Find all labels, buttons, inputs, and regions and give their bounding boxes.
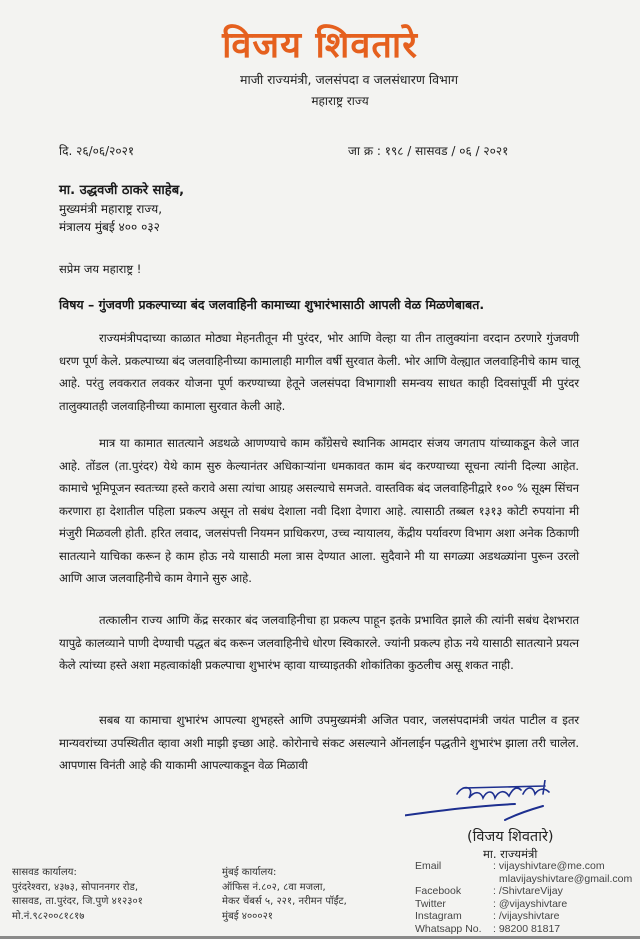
sasvad-office-line: पुरंदरेश्वरा, ४३७३, सोपाननगर रोड, (12, 881, 139, 893)
whatsapp-number: : 98200 81817 (493, 922, 561, 935)
email-primary: : vijayshivtare@me.com (493, 860, 605, 872)
mumbai-office-address (222, 866, 347, 924)
email-secondary: mlavijayshivtare@gmail.com (499, 872, 633, 885)
handwritten-signature-icon (405, 780, 625, 830)
sasvad-office-heading: सासवड कार्यालय: (12, 867, 77, 878)
sasvad-office-address (12, 866, 143, 924)
facebook-handle: : /ShivtareVijay (493, 885, 563, 897)
body-paragraph: राज्यमंत्रीपदाच्या काळात मोठ्या मेहनतीतून मी पुरंदर, भोर आणि वेल्हा या तीन तालुक्यांना वरदान ठरणारे गुंजवणी धरण पूर्ण केले. प्रकल्पाच्या बंद जलवाहिनीच्या कामालाही मागील वर्षी सुरवात केली. भोर आणि वेल्ह्यात जलवाहिनीचे काम चालू आहे. परंतु लवकरात लवकर योजना पूर्ण करण्याच्या हेतूने जलसंपदा विभागाशी समन्वय साधत काही दिवसांपूर्वी मी पुरंदर तालुक्यातही जलवाहिनीच्या कामाला सुरवात केली आहे. (59, 331, 579, 413)
body-paragraph: सबब या कामाचा शुभारंभ आपल्या शुभहस्ते आणि उपमुख्यमंत्री अजित पवार, जलसंपदामंत्री जयंत पाटील व इतर मान्यवरांच्या उपस्थितीत व्हावा अशी माझी इच्छा आहे. कोरोनाचे संकट असल्याने ऑनलाईन पद्धतीने शुभारंभ झाला तरी चालेल. आपणास विनंती आहे की याकामी आपल्याकडून वेळ मिळावी (59, 713, 579, 772)
instagram-handle: : /vijayshivtare (493, 910, 560, 922)
letterhead-name: विजय शिवतारे (222, 25, 418, 66)
body-paragraph: मात्र या कामात सातत्याने अडथळे आणण्याचे काम कॉंग्रेसचे स्थानिक आमदार संजय जगताप यांच्याकडून केले जात आहे. तोंडल (ता.पुरंदर) येथे काम सुरु केल्यानंतर अधिकाऱ्यांना धमकावत काम बंद करण्याच्या सूचना त्यांनी दिल्या आहेत. कामाचे भूमिपूजन स्वतःच्या हस्ते करावे असा त्यांचा आग्रह असल्याचे समजते. वास्तविक बंद जलवाहिनीद्वारे १०० % सूक्ष्म सिंचन करणारा हा देशातील पहिला प्रकल्प असून तो सबंध देशाला नवी दिशा देणारा आहे. त्यासाठी तब्बल १३१३ कोटी रुपयांना मी मंजुरी मिळवली होती. हरित लवाद, जलसंपत्ती नियमन प्राधिकरण, उच्च न्यायालय, केंद्रीय पर्यावरण विभाग अशा अनेक ठिकाणी सातत्याने याचिका करून हे काम होऊ नये यासाठी मला त्रास देण्यात आला. सुदैवाने मी या सगळ्या अडथळ्यांना पुरून उरलो आणि आज जलवाहिनीचे काम वेगाने सुरु आहे. (59, 436, 579, 585)
letter-date: दि. २६/०६/२०२१ (59, 144, 135, 158)
recipient-block (59, 182, 184, 236)
subject-line: विषय – गुंजवणी प्रकल्पाच्या बंद जलवाहिनी कामाच्या शुभारंभासाठी आपली वेळ मिळणेबाबत. (59, 297, 485, 312)
mumbai-office-line: मेकर चेंबर्स ५, २२१, नरीमन पॉईंट, (222, 896, 347, 907)
instagram-label: Instagram (415, 910, 462, 922)
whatsapp-label: Whatsapp No. (415, 922, 482, 935)
greeting: सप्रेम जय महाराष्ट्र ! (59, 262, 142, 276)
letterhead-footer (0, 860, 640, 939)
reference-number: जा क्र : १९८ / सासवड / ०६ / २०२१ (348, 144, 509, 158)
sasvad-office-line: सासवड, ता.पुरंदर, जि.पुणे ४१२३०१ (12, 896, 143, 907)
facebook-label: Facebook (415, 885, 462, 897)
mumbai-office-line: ऑफिस नं.८०२, ८वा मजला, (222, 881, 326, 893)
sasvad-office-phone: मो.नं.९८२००८१८१७ (12, 910, 85, 922)
twitter-handle: : @vijayshivtare (493, 897, 568, 910)
mumbai-office-heading: मुंबई कार्यालय: (222, 867, 277, 878)
recipient-title: मुख्यमंत्री महाराष्ट्र राज्य, (59, 202, 163, 216)
letterhead-state: महाराष्ट्र राज्य (311, 94, 369, 108)
contact-details (415, 860, 632, 935)
email-label: Email (415, 860, 442, 872)
mumbai-office-line: मुंबई ४०००२१ (222, 910, 273, 922)
body-paragraph: तत्कालीन राज्य आणि केंद्र सरकार बंद जलवाहिनीचा हा प्रकल्प पाहून इतके प्रभावित झाले की त्यांनी सबंध देशभरात यापुढे कालव्याने पाणी देण्याची पद्धत बंद करून जलवाहिनीचे धोरण स्विकारले. ज्यांनी प्रकल्प होऊ नये यासाठी सातत्याने प्रयत्न केले त्यांच्या हस्ते अशा महत्वाकांक्षी प्रकल्पाचा शुभारंभ व्हावा याच्याइतकी शोकांतिका कुठलीच असू शकत नाही. (59, 613, 579, 672)
twitter-label: Twitter (415, 897, 446, 910)
letterhead-designation: माजी राज्यमंत्री, जलसंपदा व जलसंधारण विभाग (240, 72, 459, 87)
signatory-name: (विजय शिवतारे) (467, 829, 554, 845)
recipient-name: मा. उद्धवजी ठाकरे साहेब, (59, 183, 185, 198)
signatory-post: मा. राज्यमंत्री (483, 847, 538, 861)
recipient-address: मंत्रालय मुंबई ४०० ०३२ (59, 220, 160, 234)
